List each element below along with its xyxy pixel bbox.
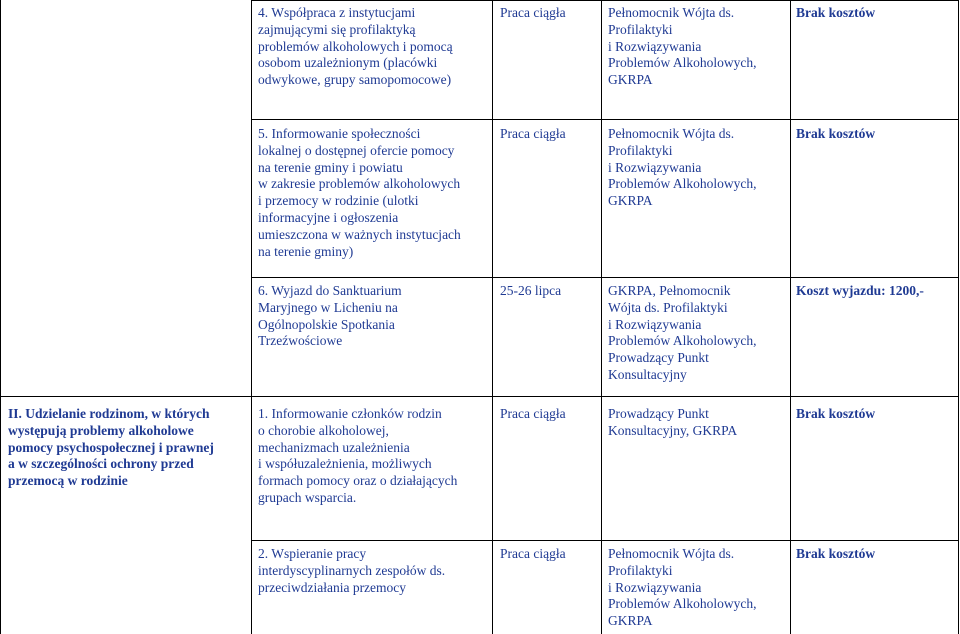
- cost-cell: Brak kosztów: [796, 546, 876, 561]
- row-border: [251, 0, 959, 1]
- responsible-cell: Pełnomocnik Wójta ds. Profilaktyki i Rozwiązywania Problemów Alkoholowych, GKRPA: [608, 546, 757, 629]
- cost-cell: Koszt wyjazdu: 1200,-: [796, 283, 924, 298]
- responsible-cell: GKRPA, Pełnomocnik Wójta ds. Profilaktyki i Rozwiązywania Problemów Alkoholowych, Prowadzący Punkt Konsultacyjny: [608, 283, 757, 382]
- cost-cell: Brak kosztów: [796, 406, 876, 421]
- column-border: [601, 0, 602, 634]
- goal-cell: II. Udzielanie rodzinom, w których występują problemy alkoholowe pomocy psychospołecznej i prawnej a w szczególności ochrony przed przemocą w rodzinie: [8, 406, 214, 489]
- column-border: [251, 0, 252, 634]
- row-border: [251, 277, 959, 278]
- task-cell: 1. Informowanie członków rodzin o chorobie alkoholowej, mechanizmach uzależnienia i współuzależnienia, możliwych formach pomocy oraz o działających grupach wsparcia.: [258, 406, 458, 505]
- column-border: [958, 0, 959, 634]
- cost-cell: Brak kosztów: [796, 126, 876, 141]
- responsible-cell: Pełnomocnik Wójta ds. Profilaktyki i Rozwiązywania Problemów Alkoholowych, GKRPA: [608, 5, 757, 88]
- task-cell: 6. Wyjazd do Sanktuarium Maryjnego w Licheniu na Ogólnopolskie Spotkania Trzeźwościowe: [258, 283, 402, 349]
- task-cell: 5. Informowanie społeczności lokalnej o dostępnej ofercie pomocy na terenie gminy i powiatu w zakresie problemów alkoholowych i przemocy w rodzinie (ulotki informacyjne i ogłoszenia umieszczona w ważnych instytucjach na terenie gminy): [258, 126, 461, 259]
- column-border: [492, 0, 493, 634]
- row-border: [251, 540, 959, 541]
- column-border: [790, 0, 791, 634]
- term-cell: Praca ciągła: [500, 5, 566, 20]
- task-cell: 4. Współpraca z instytucjami zajmującymi się profilaktyką problemów alkoholowych i pomocą osobom uzależnionym (placówki odwykowe, grupy samopomocowe): [258, 5, 453, 88]
- column-border: [0, 0, 1, 634]
- responsible-cell: Prowadzący Punkt Konsultacyjny, GKRPA: [608, 406, 738, 438]
- task-cell: 2. Wspieranie pracy interdyscyplinarnych zespołów ds. przeciwdziałania przemocy: [258, 546, 446, 595]
- row-border: [0, 396, 959, 397]
- term-cell: Praca ciągła: [500, 546, 566, 561]
- term-cell: 25-26 lipca: [500, 283, 562, 298]
- term-cell: Praca ciągła: [500, 406, 566, 421]
- term-cell: Praca ciągła: [500, 126, 566, 141]
- row-border: [251, 119, 959, 120]
- responsible-cell: Pełnomocnik Wójta ds. Profilaktyki i Rozwiązywania Problemów Alkoholowych, GKRPA: [608, 126, 757, 209]
- cost-cell: Brak kosztów: [796, 5, 876, 20]
